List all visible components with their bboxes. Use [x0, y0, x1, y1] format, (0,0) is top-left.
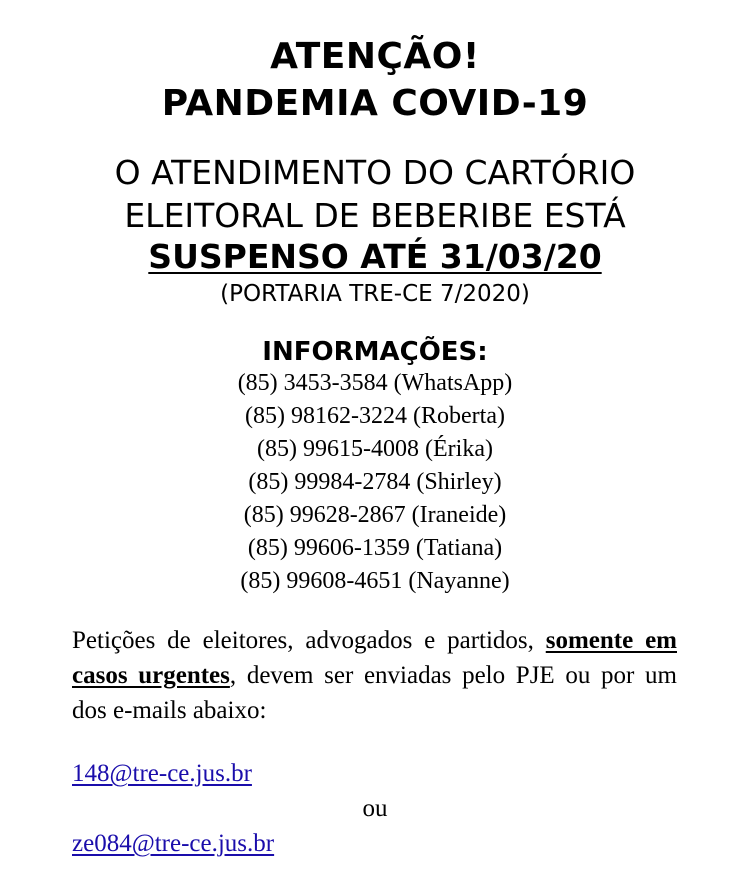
contact-item: (85) 99615-4008 (Érika): [257, 436, 493, 462]
contact-list: [0, 367, 750, 598]
pandemic-heading: PANDEMIA COVID-19: [161, 83, 589, 124]
attention-heading: ATENÇÃO!: [270, 36, 480, 77]
portaria-reference: (PORTARIA TRE-CE 7/2020): [220, 281, 530, 307]
email-link-148[interactable]: 148@tre-ce.jus.br: [72, 760, 252, 787]
petitions-text-before: Petições de eleitores, advogados e partidos,: [72, 627, 546, 654]
notice-line-2: ELEITORAL DE BEBERIBE ESTÁ: [124, 196, 626, 235]
or-separator: ou: [362, 795, 388, 822]
contact-item: (85) 98162-3224 (Roberta): [245, 403, 505, 429]
info-heading: INFORMAÇÕES:: [262, 337, 488, 367]
contact-item: (85) 99628-2867 (Iraneide): [243, 502, 507, 528]
urgent-emphasis: somente em casos urgentes: [72, 627, 677, 689]
suspension-notice: SUSPENSO ATÉ 31/03/20: [148, 237, 602, 276]
petitions-text-after: , devem ser enviadas pelo PJE ou por um dos e-mails abaixo:: [72, 662, 677, 724]
contact-item: (85) 3453-3584 (WhatsApp): [237, 370, 513, 396]
petitions-paragraph: [72, 623, 677, 728]
contact-item: (85) 99984-2784 (Shirley): [248, 469, 502, 495]
contact-item: (85) 99608-4651 (Nayanne): [240, 568, 510, 594]
email-link-ze084[interactable]: ze084@tre-ce.jus.br: [72, 830, 275, 857]
contact-item: (85) 99606-1359 (Tatiana): [247, 535, 503, 561]
notice-line-1: O ATENDIMENTO DO CARTÓRIO: [114, 153, 636, 192]
